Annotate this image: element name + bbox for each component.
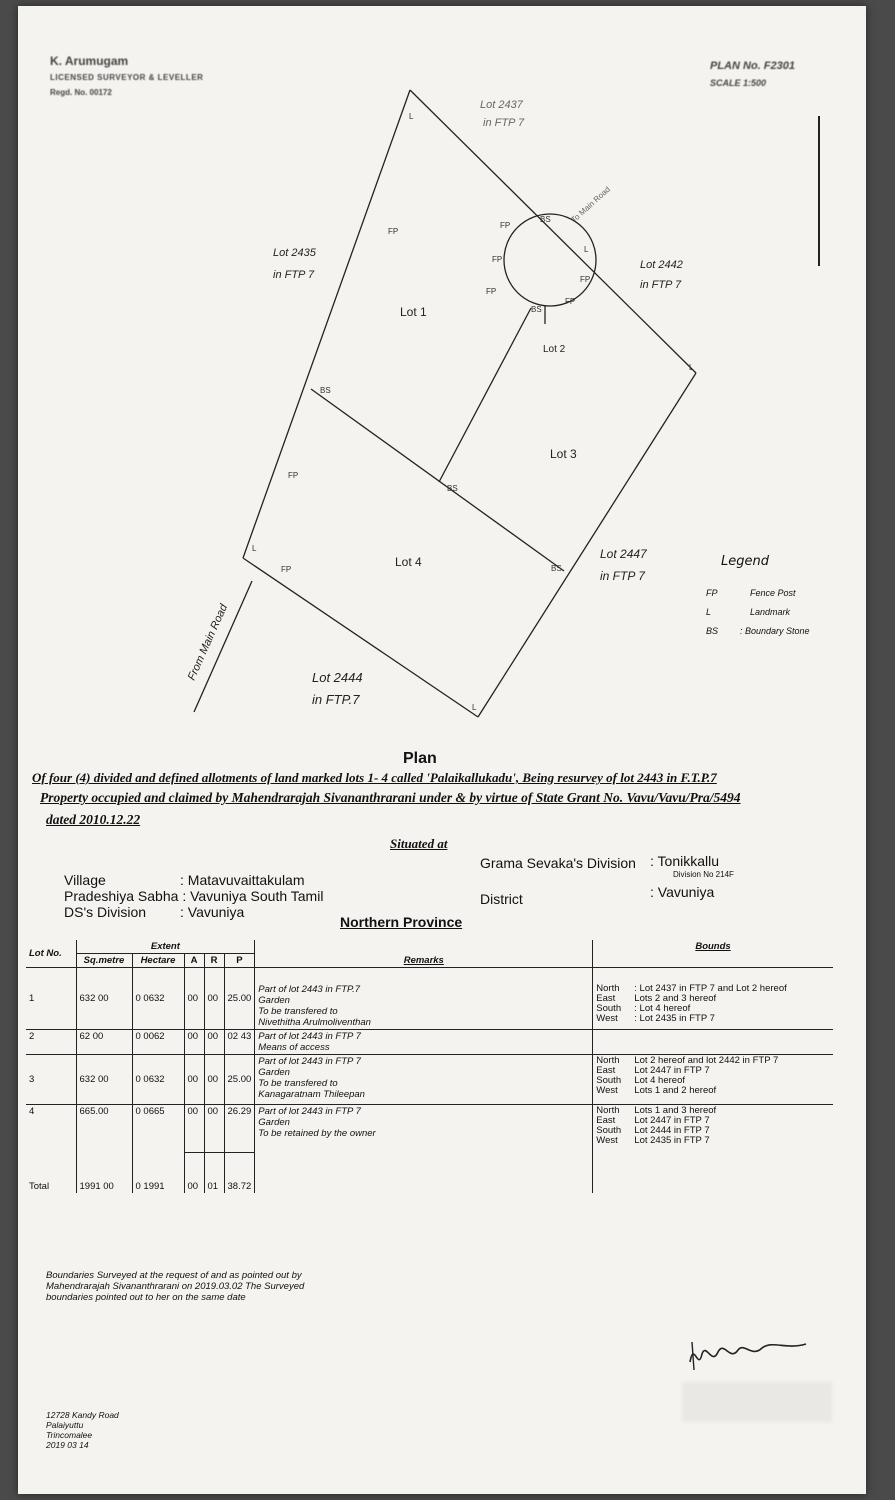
lot-2442-ftp: in FTP 7 [640, 279, 682, 291]
col-lot-no: Lot No. [26, 940, 76, 968]
svg-text:FP: FP [492, 255, 503, 264]
lot-2-label: Lot 2 [543, 344, 566, 355]
table-total-row: Total 1991 00 0 1991 00 01 38.72 [26, 1153, 833, 1193]
surveyor-reg: Regd. No. 00172 [50, 88, 112, 97]
plan-scale: SCALE 1:500 [710, 78, 767, 88]
svg-text:FP: FP [500, 221, 511, 230]
legend-title: Legend [721, 554, 769, 569]
surveyor-name: K. Arumugam [50, 54, 129, 68]
gs-division-label: Grama Sevaka's Division [480, 855, 636, 871]
lot-4-label: Lot 4 [395, 555, 422, 569]
lots-table [26, 940, 833, 1193]
lot-1-label: Lot 1 [400, 305, 427, 319]
address-block: 12728 Kandy Road Palaiyuttu Trincomalee 2019 03 14 [46, 1410, 119, 1450]
table-row: 4 665.00 0 0665 00 00 26.29 Part of lot 2443 in FTP 7 Garden To be retained by the owner North Lots 1 and 3 hereof East Lot 2447 in FTP 7 South Lot 2444 in FTP 7 West Lot 2435 in FTP 7 [26, 1105, 833, 1153]
legend-item-bs: BS : Boundary Stone [706, 626, 810, 636]
col-bounds: Bounds [593, 940, 833, 968]
bs-marker: BS [320, 386, 331, 395]
boundary-north-east [410, 90, 696, 373]
plan-title-line1: Of four (4) divided and defined allotments of land marked lots 1- 4 called 'Palaikallukadu', Being resurvey of lot 2443 in F.T.P.7 [32, 770, 717, 785]
col-remarks: Remarks [255, 940, 593, 968]
plan-title-line3: dated 2010.12.22 [46, 812, 141, 827]
svg-text:L: L [584, 245, 589, 254]
situated-heading: Situated at [390, 836, 448, 851]
svg-text:FP: FP [486, 287, 497, 296]
svg-text:FP: FP [580, 275, 591, 284]
col-sq-metre: Sq.metre [76, 954, 132, 968]
district-value: : Vavuniya [650, 884, 715, 900]
lot-3-label: Lot 3 [550, 447, 577, 461]
surveyor-title: LICENSED SURVEYOR & LEVELLER [50, 73, 204, 82]
table-row: 1 632 00 0 0632 00 00 25.00 Part of lot 2443 in FTP.7 Garden To be transfered to Nivethitha Arulmoliventhan North : Lot 2437 in FTP 7 and Lot 2 hereof East Lots 2 and 3 hereof South : Lot 4 hereof West : Lot 2435 in FTP 7 [26, 968, 833, 1030]
svg-text:L: L [472, 703, 477, 712]
lot-2447-label: Lot 2447 [600, 547, 647, 561]
col-acre: A [184, 954, 204, 968]
svg-text:L: L [409, 112, 414, 121]
svg-text:BS: BS [540, 215, 551, 224]
legend-item-l: L Landmark [706, 607, 791, 617]
survey-note: Boundaries Surveyed at the request of and as pointed out by Mahendrarajah Sivananthrarani on 2019.03.02 The Surveyed boundaries pointed out to her on the same date [46, 1270, 305, 1303]
svg-text:FP: FP [388, 227, 399, 236]
svg-text:FP: FP [565, 297, 576, 306]
svg-text:BS: BS [531, 305, 542, 314]
district-label: District [480, 891, 523, 907]
plan-heading: Plan [403, 750, 437, 767]
svg-text:L: L [252, 544, 257, 553]
lot-2435-label: Lot 2435 [273, 247, 316, 259]
survey-map [18, 6, 866, 766]
lot-2447-ftp: in FTP 7 [600, 569, 645, 583]
table-row: 3 632 00 0 0632 00 00 25.00 Part of lot 2443 in FTP 7 Garden To be transfered to Kanagaratnam Thileepan North Lot 2 hereof and lot 2442 in FTP 7 East Lot 2447 in FTP 7 South Lot 4 hereof West Lots 1 and 2 hereof [26, 1055, 833, 1105]
boundary-east [478, 373, 696, 717]
to-main-road-label: To Main Road [569, 184, 613, 225]
survey-plan-sheet [18, 6, 866, 1494]
legend [706, 584, 810, 641]
from-main-road-label: From Main Road [185, 602, 231, 683]
col-extent: Extent [76, 940, 255, 954]
boundary-south [243, 558, 478, 717]
boundary-lot4-north [311, 389, 564, 571]
lot-2437-ftp: in FTP 7 [483, 117, 525, 129]
svg-text:FP: FP [281, 565, 292, 574]
svg-text:BS: BS [447, 484, 458, 493]
province-label: Northern Province [340, 914, 463, 930]
col-perch: P [224, 954, 255, 968]
svg-text:L: L [689, 363, 694, 372]
gs-division-value: : Tonikkallu [650, 853, 720, 869]
svg-text:FP: FP [288, 471, 299, 480]
boundary-west-upper [243, 90, 410, 558]
legend-item-fp: FP Fence Post [706, 588, 796, 598]
lot-2444-label: Lot 2444 [312, 670, 363, 685]
table-row: 2 62 00 0 0062 00 00 02 43 Part of lot 2443 in FTP 7 Means of access [26, 1030, 833, 1055]
col-rood: R [204, 954, 224, 968]
plan-title-line2: Property occupied and claimed by Mahendrarajah Sivananthrarani under & by virtue of State Grant No. Vavu/Vavu/Pra/5494 [40, 790, 741, 805]
lot-2435-ftp: in FTP 7 [273, 269, 315, 281]
svg-text:BS: BS [551, 564, 562, 573]
plan-number: PLAN No. F2301 [710, 60, 795, 72]
col-hectare: Hectare [132, 954, 184, 968]
lot-2444-ftp: in FTP.7 [312, 692, 360, 707]
lot-2437-label: Lot 2437 [480, 99, 523, 111]
lot-2442-label: Lot 2442 [640, 259, 683, 271]
gs-division-number: Division No 214F [673, 870, 734, 879]
signature-icon [682, 1332, 822, 1382]
boundary-lot1-lot3 [439, 308, 531, 482]
faded-stamp [682, 1382, 832, 1422]
situated-left: Village : Matavuvaittakulam Pradeshiya Sabha : Vavuniya South Tamil DS's Division : Vavuniya [64, 872, 324, 920]
